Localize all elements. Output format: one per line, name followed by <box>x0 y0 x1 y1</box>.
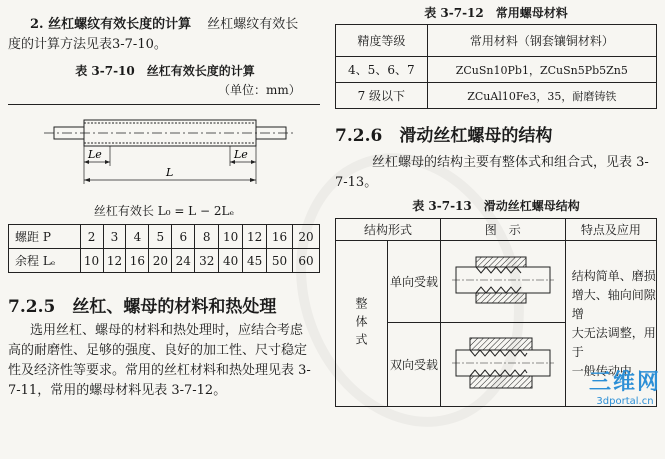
table-3-7-10-unit: （单位：mm） <box>218 83 301 97</box>
single-load-row <box>336 241 657 323</box>
pitch-cell: 5 <box>149 225 172 249</box>
residual-label: 余程 Lₑ <box>9 249 81 273</box>
features-line: 大无法调整，用于 <box>571 325 656 359</box>
nut-material-header <box>336 25 657 57</box>
pitch-cell: 20 <box>293 225 320 249</box>
section-2-heading: 2. 丝杠螺纹有效长度的计算 <box>30 17 192 32</box>
pitch-label: 螺距 P <box>9 225 81 249</box>
double-load-nut-figure <box>448 328 558 398</box>
residual-cell: 12 <box>103 249 126 273</box>
section-7-2-5-heading: 7.2.5 丝杠、螺母的材料和热处理 <box>8 297 277 317</box>
section-7-2-5-line: 性及经济性等要求。常用的丝杠材料和热处理见表 3- <box>8 363 311 378</box>
section-7-2-5-line: 选用丝杠、螺母的材料和热处理时，应结合考虑 <box>30 323 304 338</box>
section-2-heading-line <box>8 16 298 33</box>
l-label: L <box>166 166 174 179</box>
le-left-label: Le <box>88 148 102 161</box>
features-line: 一般传动中 <box>571 363 632 378</box>
header-figure: 图 示 <box>440 219 565 241</box>
nut-material-row <box>336 83 657 109</box>
material-cell: ZCuAl10Fe3，35，耐磨铸铁 <box>427 83 656 109</box>
header-structure: 结构形式 <box>336 219 441 241</box>
precision-cell: 4、5、6、7 <box>336 57 428 83</box>
pitch-cell: 3 <box>103 225 126 249</box>
pitch-cell: 10 <box>219 225 243 249</box>
table-3-7-12-caption: 表 3-7-12 常用螺母材料 <box>424 6 568 20</box>
table-top-rule <box>8 104 320 105</box>
pitch-cell: 4 <box>126 225 149 249</box>
residual-cell: 50 <box>267 249 293 273</box>
header-features: 特点及应用 <box>565 219 656 241</box>
section-7-2-6-heading: 7.2.6 滑动丝杠螺母的结构 <box>335 126 553 146</box>
effective-length-formula: 丝杠有效长 L₀ = L − 2Lₑ <box>93 204 235 218</box>
residual-cell: 24 <box>172 249 195 273</box>
pitch-cell: 8 <box>195 225 219 249</box>
nut-structure-header <box>336 219 657 241</box>
residual-cell: 45 <box>243 249 267 273</box>
pitch-row <box>9 225 320 249</box>
residual-cell: 20 <box>149 249 172 273</box>
residual-row <box>9 249 320 273</box>
single-load-figure-cell <box>440 241 565 323</box>
watermark-logo-text: 三维网 <box>589 370 662 395</box>
section-7-2-5-line: 7-11，常用的螺母材料见表 3-7-12。 <box>8 383 227 398</box>
header-material: 常用材料（钢套镶铜材料） <box>427 25 656 57</box>
nut-material-table <box>335 24 657 109</box>
section-2-text-line2: 度的计算方法见表3-7-10。 <box>8 37 167 52</box>
pitch-cell: 2 <box>80 225 103 249</box>
header-precision: 精度等级 <box>336 25 428 57</box>
load-type-cell: 单向受载 <box>388 241 441 323</box>
nut-material-row <box>336 57 657 83</box>
residual-cell: 32 <box>195 249 219 273</box>
double-load-figure-cell <box>440 323 565 407</box>
residual-cell: 16 <box>126 249 149 273</box>
residual-cell: 60 <box>293 249 320 273</box>
features-line: 结构简单、磨损 <box>571 268 656 283</box>
residual-cell: 40 <box>219 249 243 273</box>
load-type-cell: 双向受载 <box>388 323 441 407</box>
table-3-7-10-caption: 表 3-7-10 丝杠有效长度的计算 <box>75 64 255 78</box>
section-7-2-6-line: 7-13。 <box>335 175 378 190</box>
watermark-logo-url: 3dportal.cn <box>596 396 654 407</box>
pitch-cell: 6 <box>172 225 195 249</box>
pitch-cell: 12 <box>243 225 267 249</box>
section-7-2-6-line: 丝杠螺母的结构主要有整体式和组合式，见表 3- <box>372 155 649 170</box>
section-2-text: 丝杠螺纹有效长 <box>207 17 299 32</box>
features-line: 增大、轴向间隙增 <box>571 287 656 321</box>
residual-cell: 10 <box>80 249 103 273</box>
screw-diagram <box>40 108 300 190</box>
single-load-nut-figure <box>448 245 558 315</box>
integral-type-cell: 整体式 <box>336 241 388 407</box>
table-3-7-13-caption: 表 3-7-13 滑动丝杠螺母结构 <box>412 199 580 213</box>
pitch-residual-table <box>8 224 320 273</box>
le-right-label: Le <box>234 148 248 161</box>
section-7-2-5-line: 高的耐磨性、足够的强度、良好的加工性、尺寸稳定 <box>8 343 308 358</box>
watermark-logo <box>589 365 661 407</box>
pitch-cell: 16 <box>267 225 293 249</box>
material-cell: ZCuSn10Pb1，ZCuSn5Pb5Zn5 <box>427 57 656 83</box>
precision-cell: 7 级以下 <box>336 83 428 109</box>
